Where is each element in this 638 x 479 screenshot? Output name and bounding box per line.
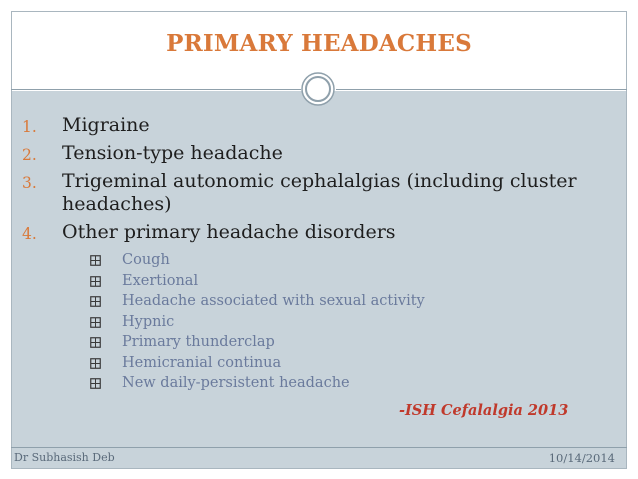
sub-item-text: New daily-persistent headache <box>122 375 350 391</box>
sub-list-item <box>90 291 425 312</box>
item-number: 3. <box>22 174 37 192</box>
sub-item-text: Cough <box>122 252 170 268</box>
item-text: Tension-type headache <box>62 142 283 164</box>
numbered-list <box>22 114 622 249</box>
item-text: Trigeminal autonomic cephalalgias (including cluster headaches) <box>62 170 577 215</box>
item-text: Migraine <box>62 114 150 136</box>
sub-list-item <box>90 312 425 333</box>
square-bullet-icon <box>90 255 101 266</box>
title-divider-right <box>336 89 627 90</box>
numbered-item <box>22 170 622 216</box>
sub-item-text: Hypnic <box>122 313 175 330</box>
footer-date: 10/14/2014 <box>548 451 615 465</box>
sub-bullet-list <box>90 250 425 394</box>
square-bullet-icon <box>90 378 101 389</box>
sub-list-item <box>90 250 425 271</box>
square-bullet-icon <box>90 337 101 348</box>
square-bullet-icon <box>90 358 101 369</box>
sub-item-text: Hemicranial continua <box>122 354 282 371</box>
item-number: 2. <box>22 146 37 164</box>
slide-title: PRIMARY HEADACHES <box>166 30 472 57</box>
numbered-item <box>22 142 622 165</box>
square-bullet-icon <box>90 296 101 307</box>
item-number: 1. <box>22 118 37 136</box>
footer-divider <box>11 447 627 448</box>
citation-text: -ISH Cefalalgia 2013 <box>399 402 569 419</box>
circle-ornament-icon <box>301 72 335 106</box>
square-bullet-icon <box>90 276 101 287</box>
sub-list-item <box>90 373 425 394</box>
footer-author: Dr Subhasish Deb <box>14 451 115 464</box>
item-text: Other primary headache disorders <box>62 221 396 243</box>
sub-list-item <box>90 332 425 353</box>
sub-item-text: Primary thunderclap <box>122 334 275 350</box>
sub-item-text: Headache associated with sexual activity <box>122 293 425 309</box>
numbered-item <box>22 221 622 244</box>
sub-list-item <box>90 271 425 292</box>
title-divider-left <box>11 89 301 90</box>
sub-list-item <box>90 353 425 374</box>
sub-item-text: Exertional <box>122 272 199 289</box>
square-bullet-icon <box>90 317 101 328</box>
item-number: 4. <box>22 225 37 243</box>
numbered-item <box>22 114 622 137</box>
